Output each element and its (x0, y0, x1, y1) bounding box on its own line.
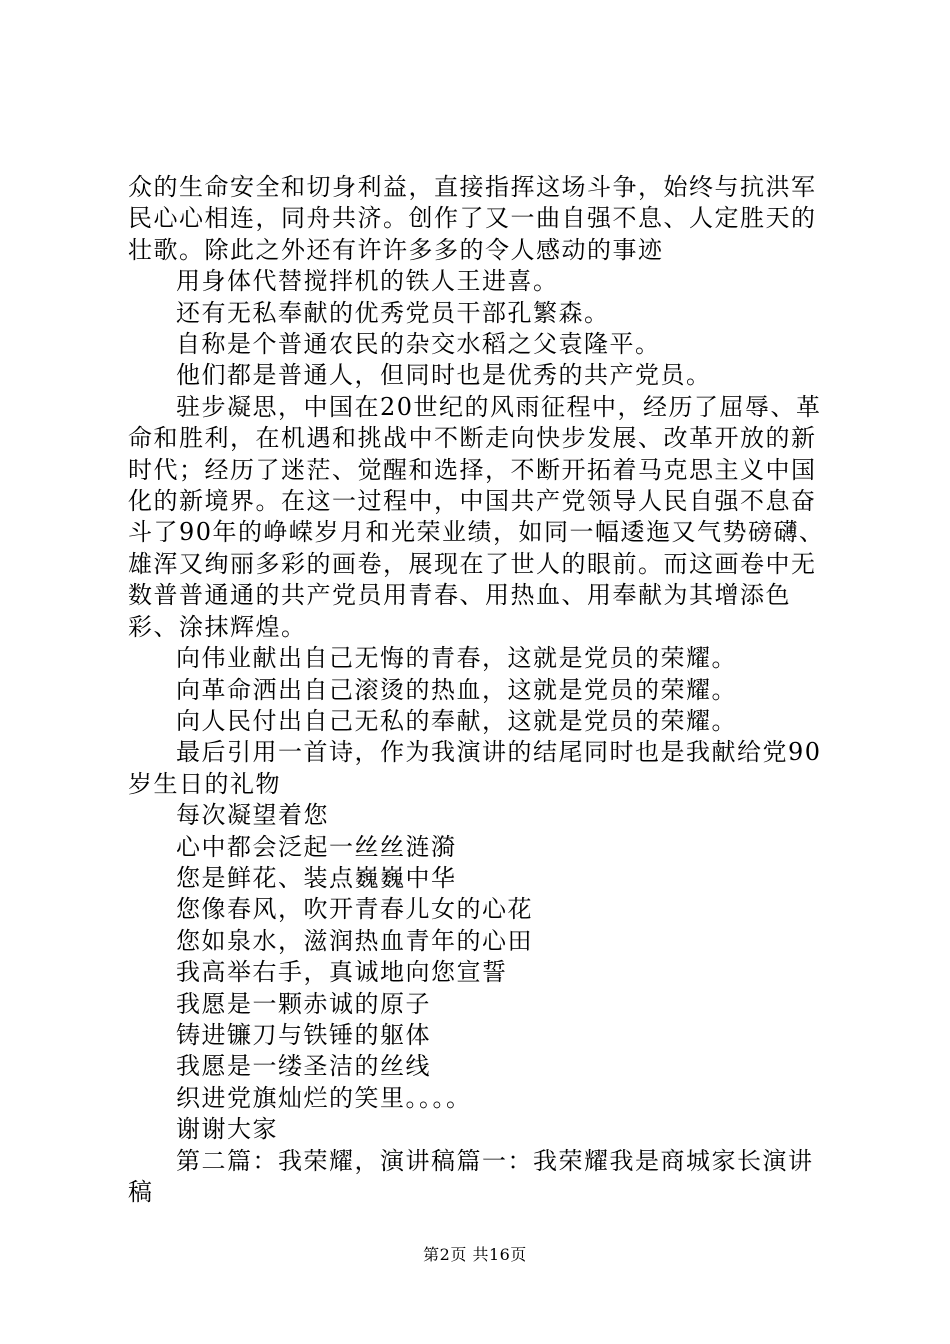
paragraph: 还有无私奉献的优秀党员干部孔繁森。 (176, 298, 610, 327)
document-body (128, 172, 828, 1208)
closing-line: 谢谢大家 (176, 1115, 278, 1144)
paragraph: 驻步凝思，中国在20世纪的风雨征程中，经历了屈辱、革命和胜利，在机遇和挑战中不断走向快步发展、改革开放的新时代；经历了迷茫、觉醒和选择，不断开拓着马克思主义中国化的新境界。在这一过程中，中国共产党领导人民自强不息奋斗了90年的峥嵘岁月和光荣业绩，如同一幅逶迤又气势磅礴、雄浑又绚丽多彩的画卷，展现在了世人的眼前。而这画卷中无数普普通通的共产党员用青春、用热血、用奉献为其增添色彩、涂抹辉煌。 (128, 392, 825, 641)
page-number: 第2页 共16页 (423, 1245, 527, 1264)
paragraph: 向革命洒出自己滚烫的热血，这就是党员的荣耀。 (176, 675, 737, 704)
poem-line: 铸进镰刀与铁锤的躯体 (176, 1020, 431, 1049)
poem-line: 织进党旗灿烂的笑里。。。。 (176, 1083, 472, 1112)
poem-line: 我愿是一颗赤诚的原子 (176, 989, 431, 1018)
section-heading: 第二篇：我荣耀，演讲稿篇一：我荣耀我是商城家长演讲稿 (128, 1146, 814, 1206)
poem-line: 我高举右手，真诚地向您宣誓 (176, 958, 508, 987)
paragraph: 向伟业献出自己无悔的青春，这就是党员的荣耀。 (176, 644, 737, 673)
paragraph: 自称是个普通农民的杂交水稻之父袁隆平。 (176, 330, 661, 359)
poem-line: 您像春风，吹开青春儿女的心花 (176, 895, 533, 924)
poem-line: 您是鲜花、装点巍巍中华 (176, 863, 457, 892)
paragraph: 向人民付出自己无私的奉献，这就是党员的荣耀。 (176, 706, 737, 735)
poem-line: 心中都会泛起一丝丝涟漪 (176, 832, 457, 861)
poem-line: 您如泉水，滋润热血青年的心田 (176, 926, 533, 955)
paragraph: 众的生命安全和切身利益，直接指挥这场斗争，始终与抗洪军民心心相连，同舟共济。创作了又一曲自强不息、人定胜天的壮歌。除此之外还有许许多多的令人感动的事迹 (128, 173, 817, 264)
paragraph: 用身体代替搅拌机的铁人王进喜。 (176, 267, 559, 296)
poem-line: 每次凝望着您 (176, 801, 329, 830)
paragraph: 最后引用一首诗，作为我演讲的结尾同时也是我献给党90岁生日的礼物 (128, 738, 822, 798)
poem-line: 我愿是一缕圣洁的丝线 (176, 1052, 431, 1081)
paragraph: 他们都是普通人，但同时也是优秀的共产党员。 (176, 361, 712, 390)
